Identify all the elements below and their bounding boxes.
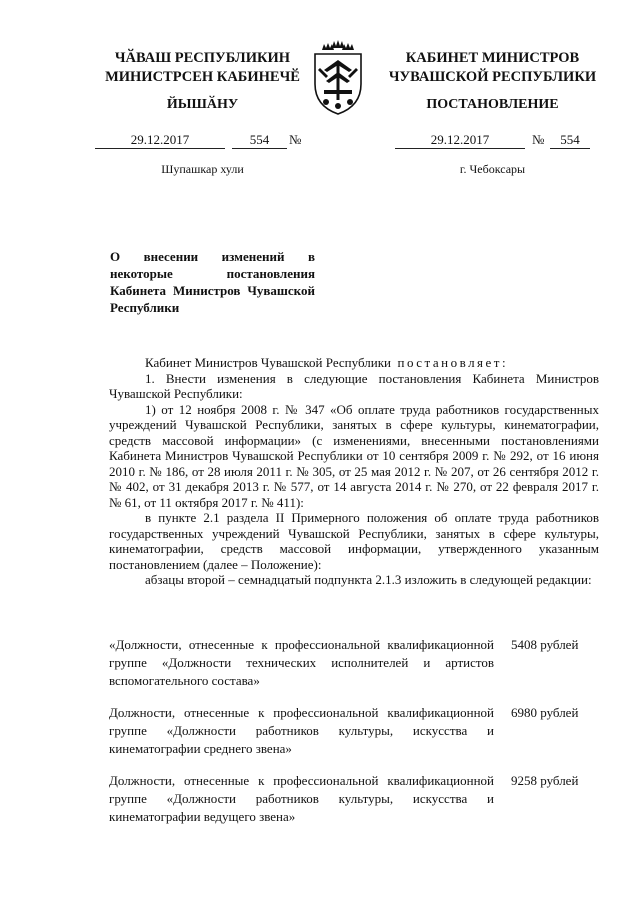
left-date-field xyxy=(95,132,225,149)
item-1-3: абзацы второй – семнадцатый подпункта 2.1.3 изложить в следующей редакции: xyxy=(145,572,592,587)
left-number: 554 xyxy=(249,132,270,147)
right-number: 554 xyxy=(560,132,580,147)
right-place: г. Чебоксары xyxy=(459,162,526,176)
salary-row xyxy=(109,772,599,826)
header-left-line1: ЧӐВАШ РЕСПУБЛИКИН xyxy=(114,50,291,66)
intro-prefix: Кабинет Министров Чувашской Республики xyxy=(145,355,391,370)
item-1-2: в пункте 2.1 раздела II Примерного положения об оплате труда работников государственных учреждений Чувашской Республики, занятых в сфере культуры, кинематографии, средств массовой информации, утвержденного указанным постановлением (далее – Положение): xyxy=(109,510,599,572)
left-no-sign: № xyxy=(289,132,302,147)
salary-row-text: Должности, отнесенные к профессиональной квалификационной группе «Должности работников культуры, искусства и кинематографии ведущего звена» xyxy=(109,773,494,824)
salary-row xyxy=(109,636,599,690)
salary-row-text: «Должности, отнесенные к профессиональной квалификационной группе «Должности технических исполнителей и артистов вспомогательного состава» xyxy=(109,637,494,688)
header-right-title: ПОСТАНОВЛЕНИЕ xyxy=(426,97,559,112)
left-number-field xyxy=(232,132,287,149)
salary-row xyxy=(109,704,599,758)
document-subject: О внесении изменений в некоторые постановления Кабинета Министров Чувашской Республики xyxy=(110,249,315,315)
salary-row-amount: 5408 рублей xyxy=(511,637,579,652)
header-left-title: ЙЫШӐНУ xyxy=(166,97,239,112)
header-right-cabinet xyxy=(380,49,605,87)
salary-row-text: Должности, отнесенные к профессиональной квалификационной группе «Должности работников культуры, искусства и кинематографии среднего звена» xyxy=(109,705,494,756)
header-right-line2: ЧУВАШСКОЙ РЕСПУБЛИКИ xyxy=(388,69,597,85)
left-date: 29.12.2017 xyxy=(130,132,190,147)
header-left-ministry xyxy=(95,49,310,87)
right-date-field xyxy=(395,132,525,149)
intro-paragraph xyxy=(109,355,599,371)
left-place: Шупашкар хули xyxy=(161,162,244,176)
document-body xyxy=(109,355,599,588)
intro-decree: постановляет: xyxy=(397,355,509,370)
salary-row-amount: 6980 рублей xyxy=(511,705,579,720)
right-number-field xyxy=(550,132,590,149)
right-date: 29.12.2017 xyxy=(430,132,490,147)
item-1: 1. Внести изменения в следующие постановления Кабинета Министров Чувашской Республики: xyxy=(109,370,599,401)
chuvash-emblem-icon xyxy=(305,38,371,118)
header-right-line1: КАБИНЕТ МИНИСТРОВ xyxy=(405,50,580,66)
right-no-sign: № xyxy=(532,132,545,147)
salary-row-amount: 9258 рублей xyxy=(511,773,579,788)
header-left-line2: МИНИСТРСЕН КАБИНЕЧӖ xyxy=(105,69,300,85)
item-1-1: 1) от 12 ноября 2008 г. № 347 «Об оплате труда работников государственных учреждений Чувашской Республики, занятых в сфере культуры, кинематографии, средств массовой информации» (с изменениями, внесенными постановлениями Кабинета Министров Чувашской Республики от 10 сентября 2009 г. № 292, от 16 июня 2010 г. № 186, от 28 июля 2011 г. № 305, от 25 мая 2012 г. № 207, от 26 сентября 2012 г. № 402, от 31 декабря 2013 г. № 577, от 14 августа 2014 г. № 270, от 22 февраля 2017 г. № 61, от 11 октября 2017 г. № 411): xyxy=(109,401,599,510)
